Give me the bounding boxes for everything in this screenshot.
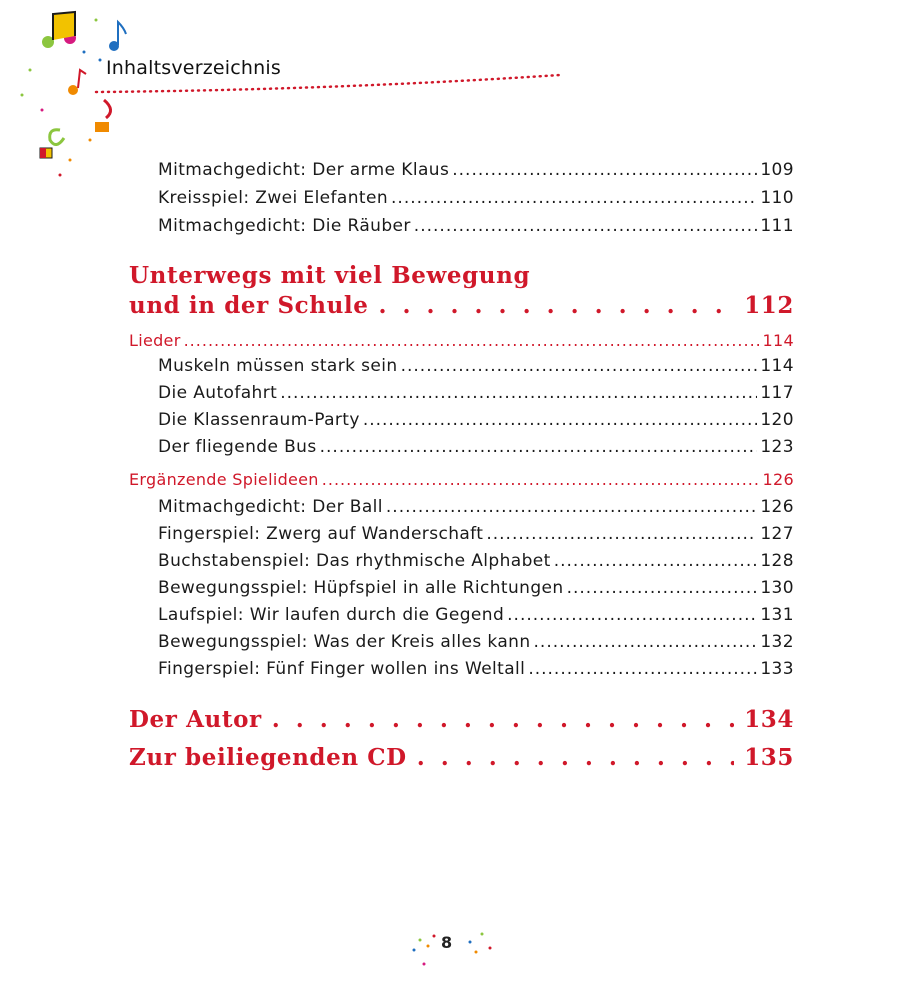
leader-dots — [452, 160, 757, 180]
chapter-label: Zur beiliegenden CD — [129, 744, 407, 771]
treble-clef-icon — [40, 130, 64, 158]
toc-entry-page: 133 — [760, 659, 794, 679]
toc-entry — [158, 632, 794, 656]
toc-entry-label: Bewegungsspiel: Hüpfspiel in alle Richtungen — [158, 578, 564, 598]
toc-entry-page: 109 — [760, 160, 794, 180]
leader-dots — [486, 524, 757, 544]
subsection-label: Ergänzende Spielideen — [129, 470, 319, 489]
toc-entry-page: 117 — [760, 383, 794, 403]
toc-entry — [158, 160, 794, 184]
leader-dots — [280, 383, 757, 403]
sparkle-decoration — [400, 920, 510, 980]
toc-entry — [158, 551, 794, 575]
toc-entry-label: Buchstabenspiel: Das rhythmische Alphabet — [158, 551, 551, 571]
section-title-line1: Unterwegs mit viel Bewegung — [129, 262, 531, 289]
page-number: 8 — [441, 933, 453, 952]
toc-entry-label: Fingerspiel: Zwerg auf Wanderschaft — [158, 524, 484, 544]
subsection-page: 114 — [762, 331, 794, 350]
toc-entry-page: 130 — [760, 578, 794, 598]
toc-entry-label: Mitmachgedicht: Der Ball — [158, 497, 383, 517]
toc-entry-label: Die Autofahrt — [158, 383, 278, 403]
toc-entry-page: 123 — [760, 437, 794, 457]
toc-entry — [158, 659, 794, 683]
toc-entry — [158, 497, 794, 521]
leader-dots — [567, 578, 758, 598]
toc-entry — [158, 437, 794, 461]
subsection-page: 126 — [762, 470, 794, 489]
toc-entry-page: 127 — [760, 524, 794, 544]
toc-entry-page: 132 — [760, 632, 794, 652]
leader-dots — [534, 632, 758, 652]
leader-dots — [417, 744, 734, 771]
toc-entry-label: Fingerspiel: Fünf Finger wollen ins Weltall — [158, 659, 526, 679]
toc-entry — [158, 383, 794, 407]
toc-entry — [158, 216, 794, 240]
chapter-entry — [129, 706, 794, 733]
leader-dots — [554, 551, 758, 571]
music-note-icon — [95, 100, 111, 132]
toc-entry-page: 114 — [760, 356, 794, 376]
toc-entry-page: 120 — [760, 410, 794, 430]
leader-dots — [184, 331, 760, 350]
leader-dots — [401, 356, 758, 376]
toc-entry-page: 131 — [760, 605, 794, 625]
subsection-heading — [129, 331, 794, 353]
leader-dots — [363, 410, 758, 430]
leader-dots — [272, 706, 734, 733]
subsection-label: Lieder — [129, 331, 181, 350]
section-heading — [129, 292, 794, 319]
chapter-page: 135 — [744, 744, 794, 771]
toc-entry — [158, 188, 794, 212]
leader-dots — [378, 292, 734, 319]
toc-entry-label: Muskeln müssen stark sein — [158, 356, 398, 376]
section-title-line2: und in der Schule — [129, 292, 369, 319]
toc-entry-label: Laufspiel: Wir laufen durch die Gegend — [158, 605, 505, 625]
toc-entry — [158, 605, 794, 629]
chapter-page: 134 — [744, 706, 794, 733]
leader-dots — [528, 659, 757, 679]
chapter-label: Der Autor — [129, 706, 262, 733]
leader-dots — [391, 188, 757, 208]
toc-entry-page: 111 — [760, 216, 794, 236]
subsection-heading — [129, 470, 794, 492]
leader-dots — [320, 437, 758, 457]
toc-entry-page: 110 — [760, 188, 794, 208]
music-note-icon — [42, 12, 76, 48]
toc-entry-label: Kreisspiel: Zwei Elefanten — [158, 188, 389, 208]
sparkle-dots — [21, 19, 102, 177]
toc-entry — [158, 410, 794, 434]
toc-entry-label: Die Klassenraum-Party — [158, 410, 360, 430]
toc-entry — [158, 578, 794, 602]
toc-entry — [158, 356, 794, 380]
section-page: 112 — [744, 292, 794, 319]
toc-entry-page: 126 — [760, 497, 794, 517]
toc-entry-label: Mitmachgedicht: Der arme Klaus — [158, 160, 450, 180]
leader-dots — [507, 605, 757, 625]
leader-dots — [386, 497, 757, 517]
toc-entry-label: Mitmachgedicht: Die Räuber — [158, 216, 411, 236]
page-title: Inhaltsverzeichnis — [106, 57, 281, 79]
chapter-entry — [129, 744, 794, 771]
music-note-icon — [109, 22, 126, 51]
music-note-icon — [68, 70, 86, 95]
toc-entry — [158, 524, 794, 548]
toc-entry-page: 128 — [760, 551, 794, 571]
leader-dots — [322, 470, 760, 489]
leader-dots — [414, 216, 758, 236]
toc-entry-label: Bewegungsspiel: Was der Kreis alles kann — [158, 632, 531, 652]
toc-entry-label: Der fliegende Bus — [158, 437, 317, 457]
